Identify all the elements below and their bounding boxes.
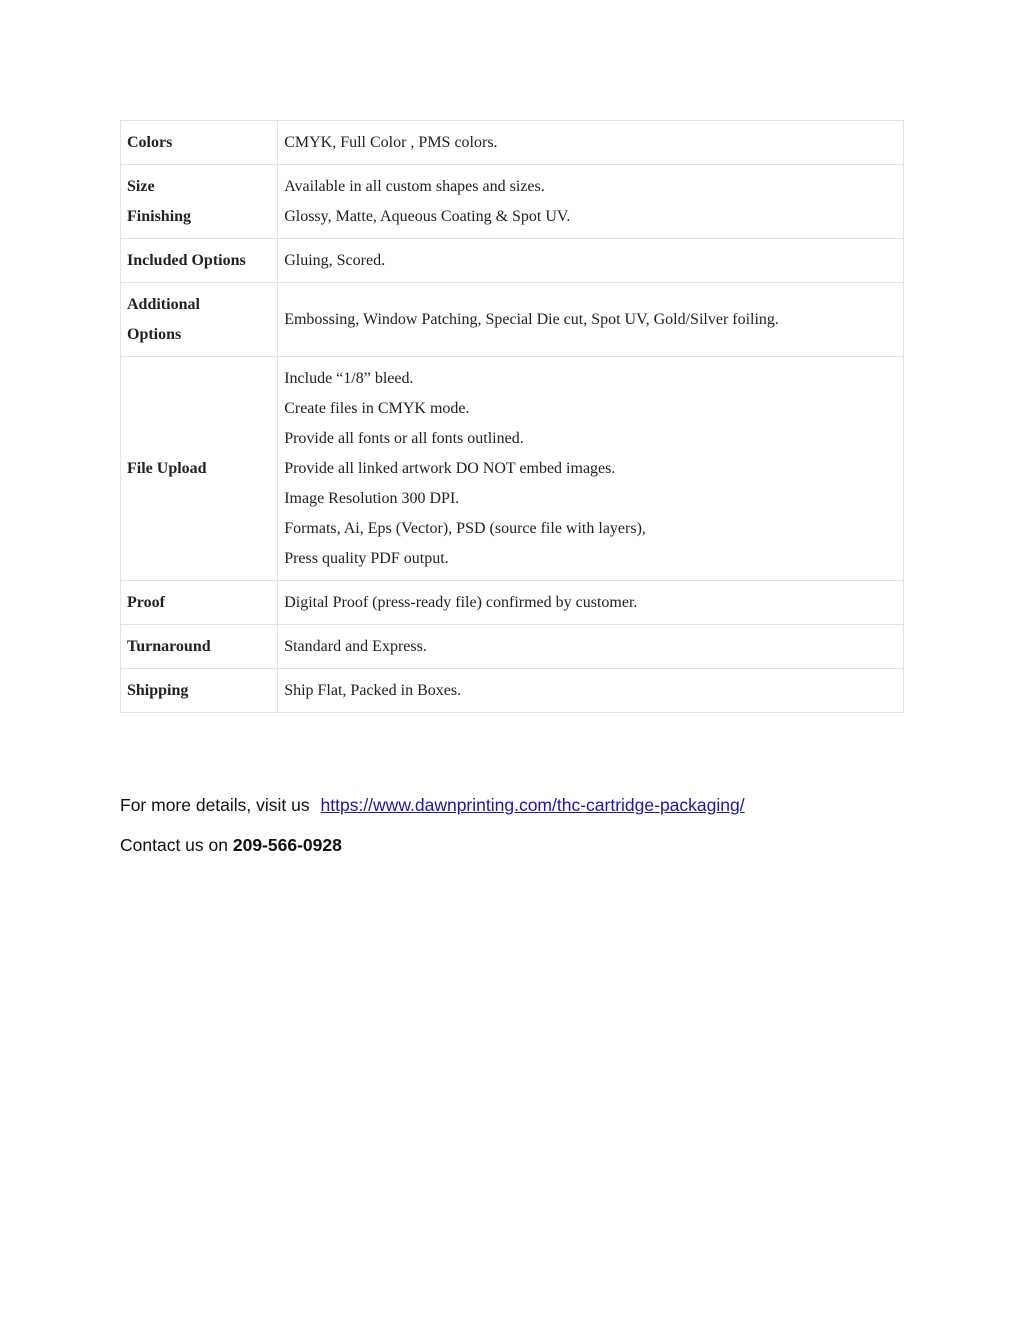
spec-value-proof: Digital Proof (press-ready file) confirmed by customer. xyxy=(278,581,904,625)
spec-row-additional-options xyxy=(121,283,904,357)
upload-requirement: Provide all linked artwork DO NOT embed images. xyxy=(284,459,616,477)
spec-row-colors xyxy=(121,121,904,165)
spec-row-turnaround xyxy=(121,625,904,669)
spec-label-size: Size xyxy=(127,177,155,195)
spec-label-file-upload: File Upload xyxy=(121,357,278,581)
spec-row-size-finishing xyxy=(121,165,904,239)
upload-requirement: Include “1/8” bleed. xyxy=(284,369,414,387)
upload-requirement: Formats, Ai, Eps (Vector), PSD (source file with layers), xyxy=(284,519,646,537)
contact-line xyxy=(120,835,342,856)
spec-value-shipping: Ship Flat, Packed in Boxes. xyxy=(278,669,904,713)
spec-value-colors: CMYK, Full Color , PMS colors. xyxy=(278,121,904,165)
upload-requirement: Provide all fonts or all fonts outlined. xyxy=(284,429,524,447)
contact-prefix: Contact us on xyxy=(120,835,233,855)
phone-number: 209-566-0928 xyxy=(232,835,342,855)
spec-label-finishing: Finishing xyxy=(127,207,192,225)
upload-requirement: Image Resolution 300 DPI. xyxy=(284,489,460,507)
details-link[interactable]: https://www.dawnprinting.com/thc-cartridge-packaging/ xyxy=(320,795,745,815)
details-prefix: For more details, visit us xyxy=(120,795,310,815)
details-line xyxy=(120,795,745,816)
spec-value-size-finishing xyxy=(278,165,904,239)
spec-value-finishing: Glossy, Matte, Aqueous Coating & Spot UV. xyxy=(284,207,571,225)
upload-requirement: Press quality PDF output. xyxy=(284,549,449,567)
spec-label-additional-line1: Additional xyxy=(127,295,200,313)
upload-requirement: Create files in CMYK mode. xyxy=(284,399,470,417)
spec-label-colors: Colors xyxy=(121,121,278,165)
spec-row-shipping xyxy=(121,669,904,713)
spec-label-size-finishing xyxy=(121,165,278,239)
spec-row-proof xyxy=(121,581,904,625)
product-spec-table xyxy=(120,120,904,713)
spec-label-shipping: Shipping xyxy=(121,669,278,713)
spec-label-proof: Proof xyxy=(121,581,278,625)
spec-label-included-options: Included Options xyxy=(121,239,278,283)
spec-row-file-upload xyxy=(121,357,904,581)
spec-value-size: Available in all custom shapes and sizes. xyxy=(284,177,545,195)
spec-value-file-upload xyxy=(278,357,904,581)
spec-label-additional-options xyxy=(121,283,278,357)
spec-row-included-options xyxy=(121,239,904,283)
spec-value-additional-options: Embossing, Window Patching, Special Die cut, Spot UV, Gold/Silver foiling. xyxy=(278,283,904,357)
spec-value-included-options: Gluing, Scored. xyxy=(278,239,904,283)
spec-label-turnaround: Turnaround xyxy=(121,625,278,669)
spec-value-turnaround: Standard and Express. xyxy=(278,625,904,669)
spec-label-additional-line2: Options xyxy=(127,325,182,343)
